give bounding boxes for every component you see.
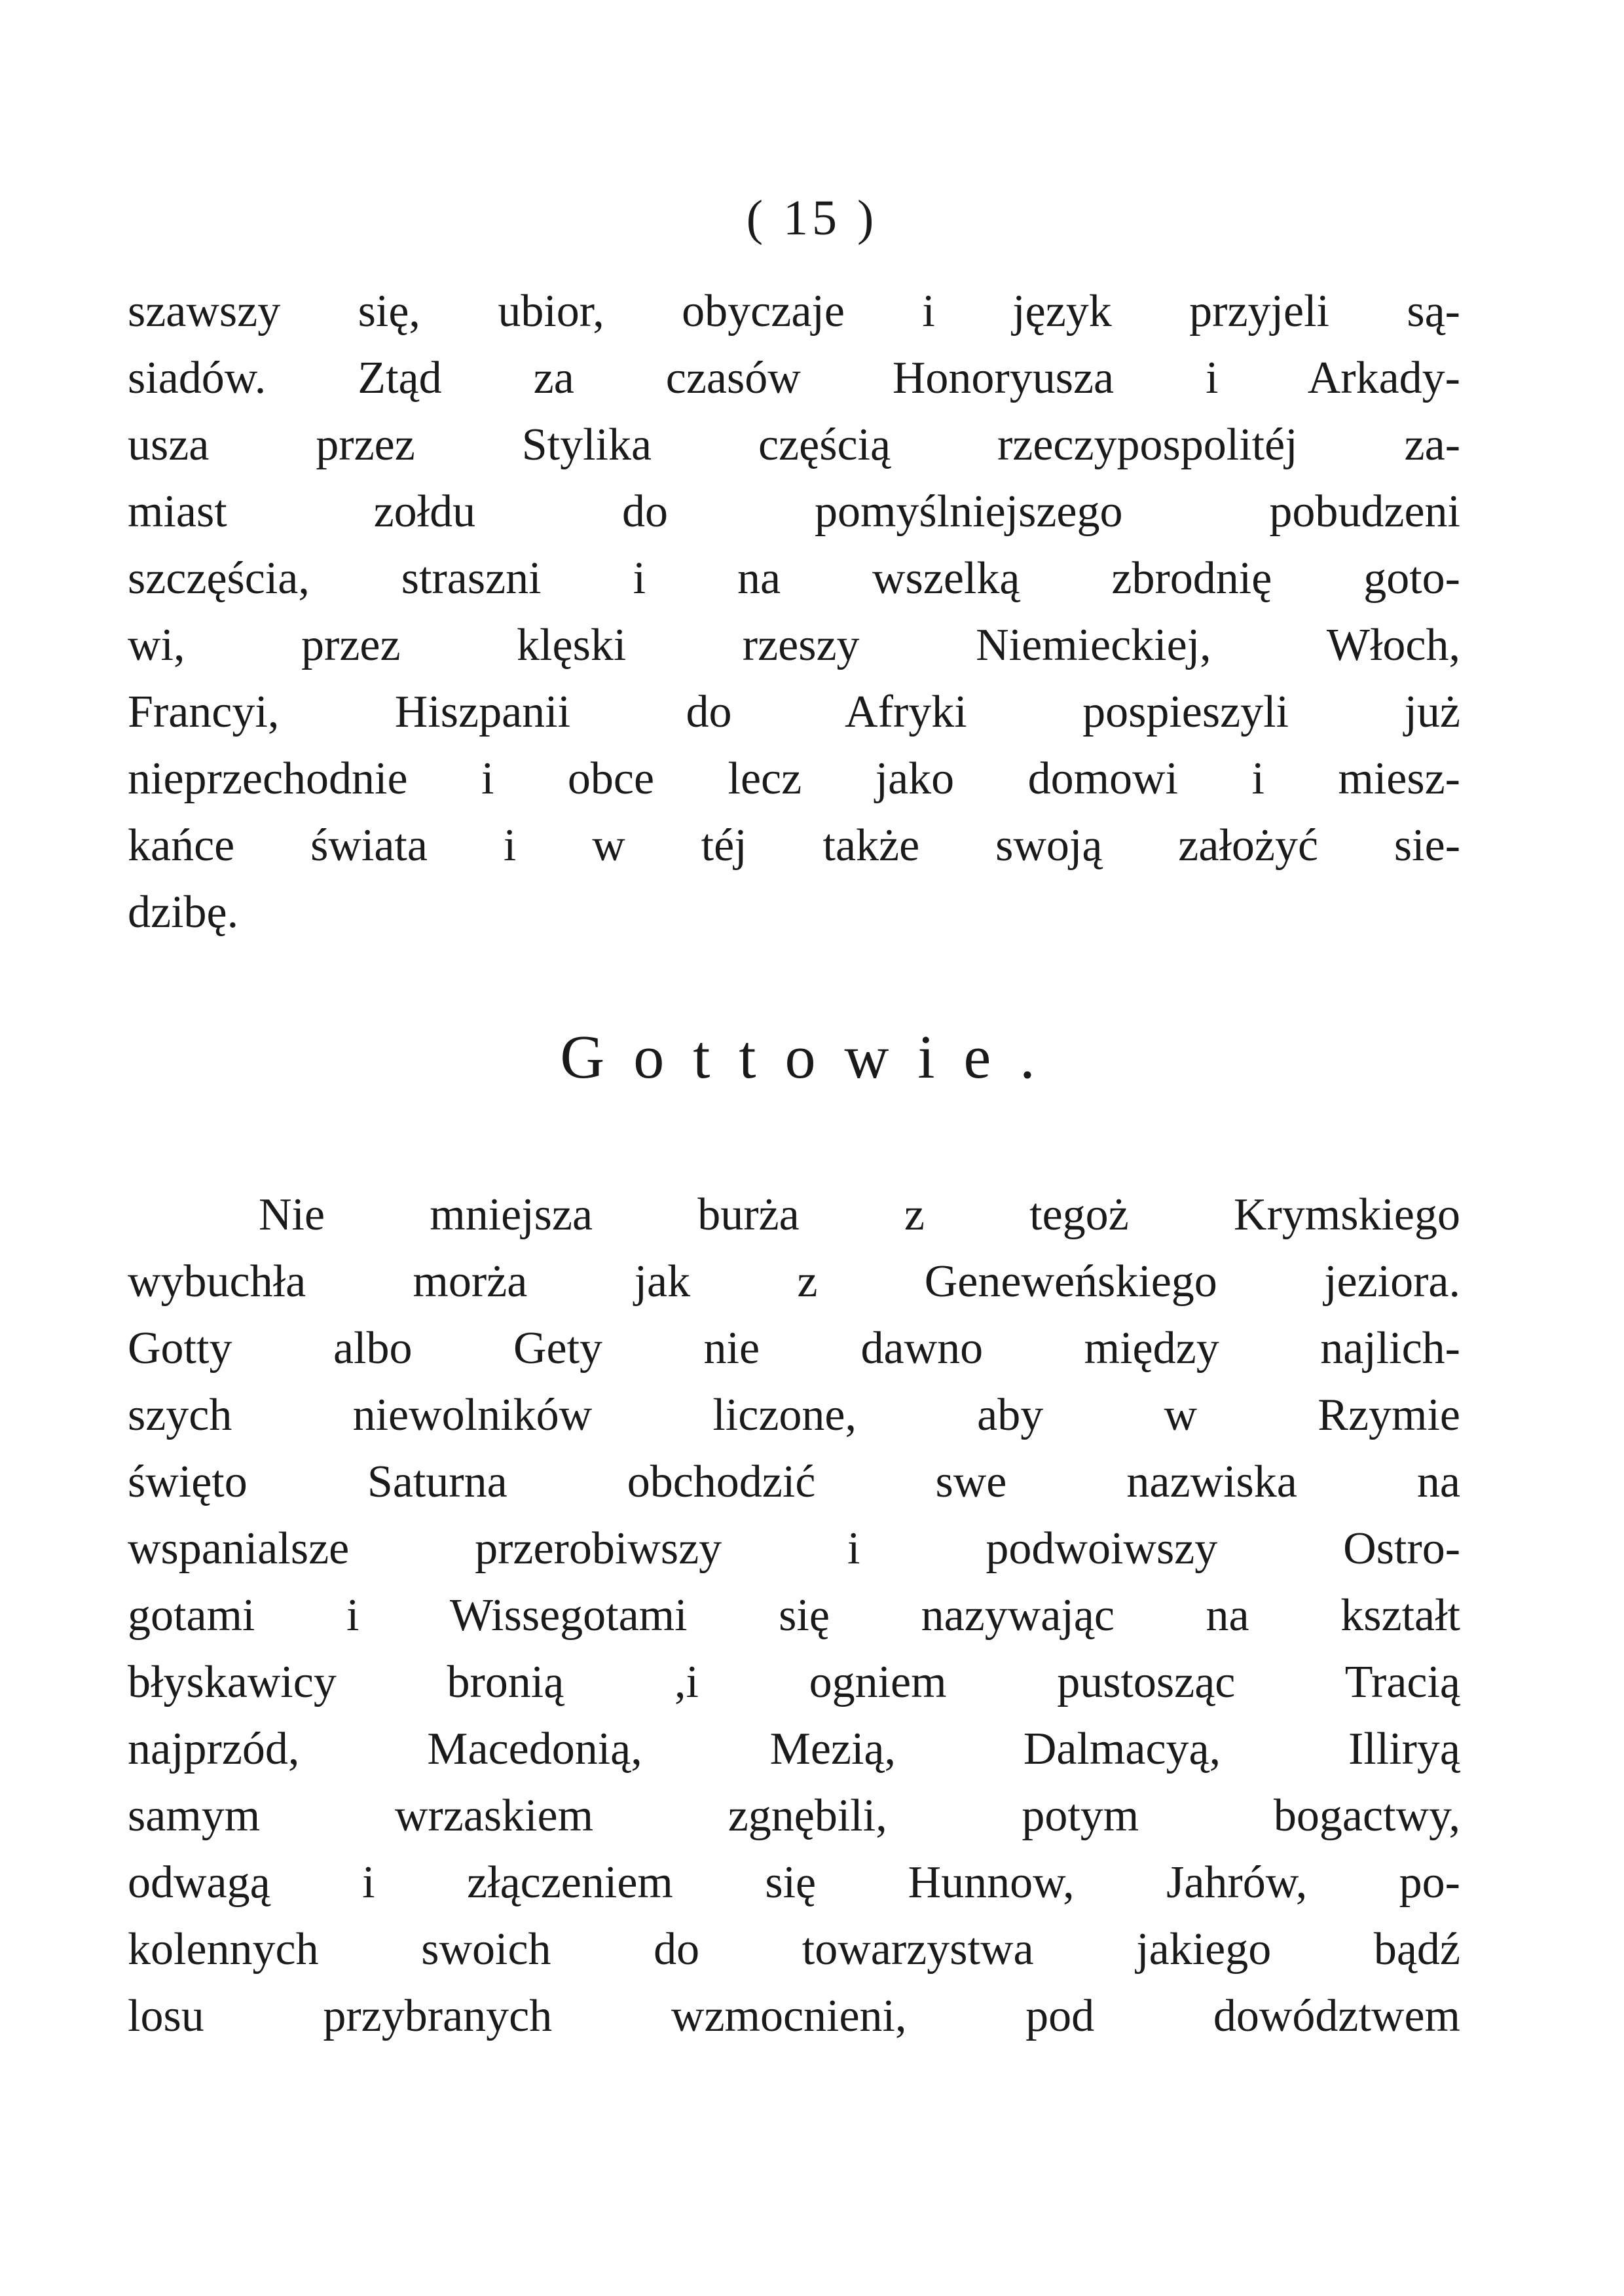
section-heading: Gottowie.	[560, 1023, 1064, 1091]
text-line: święto Saturna obchodzić swe nazwiska na	[128, 1457, 1460, 1507]
text-line: błyskawicy bronią ,i ogniem pustosząc Tracią	[128, 1657, 1460, 1707]
text-line: szczęścia, straszni i na wszelką zbrodnię goto-	[128, 553, 1460, 604]
text-line: kańce świata i w téj także swoją założyć sie-	[128, 820, 1460, 871]
text-line: usza przez Stylika częścią rzeczypospolitéj za-	[128, 420, 1460, 470]
text-line: odwagą i złączeniem się Hunnow, Jahrów, po-	[128, 1857, 1460, 1908]
text-line: losu przybranych wzmocnieni, pod dowództwem	[128, 1991, 1460, 2041]
text-line: Gotty albo Gety nie dawno między najlich-	[128, 1323, 1460, 1374]
text-line: kolennych swoich do towarzystwa jakiego bądź	[128, 1924, 1460, 1975]
text-line: Nie mniejsza burża z tegoż Krymskiego	[259, 1190, 1460, 1240]
text-line: szych niewolników liczone, aby w Rzymie	[128, 1390, 1460, 1440]
paragraph-2	[128, 1182, 1460, 2050]
text-line: siadów. Ztąd za czasów Honoryusza i Arkady-	[128, 353, 1460, 403]
text-line: wi, przez klęski rzeszy Niemieckiej, Włoch,	[128, 620, 1460, 670]
text-line: szawszy się, ubior, obyczaje i język przyjeli są-	[128, 286, 1460, 337]
paragraph-1	[128, 278, 1460, 946]
text-line: najprzód, Macedonią, Mezią, Dalmacyą, Illiryą	[128, 1724, 1460, 1774]
text-line: samym wrzaskiem zgnębili, potym bogactwy,	[128, 1791, 1460, 1841]
page-number: ( 15 )	[746, 191, 878, 246]
text-line: gotami i Wissegotami się nazywając na kształt	[128, 1590, 1460, 1641]
text-line: nieprzechodnie i obce lecz jako domowi i miesz-	[128, 754, 1460, 804]
text-line: miast zołdu do pomyślniejszego pobudzeni	[128, 486, 1460, 537]
text-line: Francyi, Hiszpanii do Afryki pospieszyli już	[128, 687, 1460, 737]
text-line: dzibę.	[128, 887, 239, 938]
text-line: wspanialsze przerobiwszy i podwoiwszy Ostro-	[128, 1523, 1460, 1574]
text-line: wybuchła morża jak z Geneweńskiego jeziora.	[128, 1256, 1460, 1307]
